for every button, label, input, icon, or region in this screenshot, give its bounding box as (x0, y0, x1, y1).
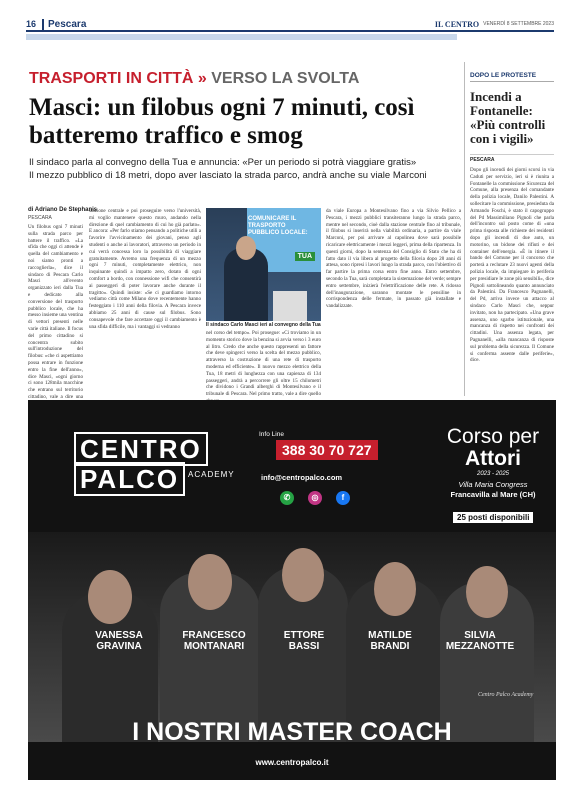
newspaper-name: IL CENTRO (434, 19, 480, 29)
column-divider (464, 62, 465, 396)
coach-name-2: FRANCESCO MONTANARI (182, 630, 246, 652)
ad-signature: Centro Palco Academy (478, 692, 534, 698)
advertisement (28, 400, 556, 780)
sidebar-body: Dopo gli incendi dei giorni scorsi in via Caduti per servizio, ieri si è riunita a Fontanelle la commissione Sicurezza del Comune, alla presenza del comandante della polizia locale, Danilo Palestini. A sollecitare la commissione, presieduta da Armando Foschi, è stato il capogruppo del Pd Massimiliano Pignoli che parla dell'incontro sul posto come di «una prima risposta alle richieste dei residenti dopo gli incendi di due auto, un motorino, un bidone dei rifiuti e dei container dell'energia. «È in itinere il bando del Comune per il concorso che porterà a reclutare 23 nuovi agenti della polizia locale, da impiegare in periferia per presidiare le zone più sensibili», dice Pignoli sottolineando quanto annunciato da Palestini. Da Francesco Pagnanelli, del Pd, arriva invece un attacco al sindaco Carlo Masci che, seppur invitato, non ha partecipato. «Una grave assenza, uno sgarbo istituzionale, una mancanza di rispetto nei confronti dei cittadini. Una assenza legata, per Pagnanelli, «alla mancanza di risposte sul problema della sicurezza. Il Comune si conferma assente dalle periferie», dice. (470, 167, 554, 364)
byline-location: PESCARA (28, 215, 52, 221)
info-line-label: Info Line (259, 431, 284, 438)
course-city: Francavilla al Mare (CH) (450, 490, 536, 499)
logo-line-1: CENTRO (74, 432, 208, 466)
photo-brand: TUA (295, 252, 315, 261)
article-column-4: da viale Europa a Montesilvano fino a via Silvio Pellico a Pescara, i mezzi pubblici transiteranno lungo la strada parco, mentre nel secondo, cioè dalla stazione centrale fino al tribunale, il filobus si inserirà nella viabilità ordinaria, a partire da viale Marconi, per poi arrivare al capolinea dove sarà possibile ricaricare elettricamente i mezzi leggeri, prima della ripartenza. In questi giorni, dopo la sentenza del Consiglio di Stato che ha di fatto dato il via libera al progetto della filovia dopo 28 anni di attesa, sono ripresi i lavori lungo la strada parco, con l'obiettivo di far partire la prima corsa entro fine anno. Entro settembre, secondo la Tua, sarà completata la sistemazione del verde; sempre entro settembre, inizierà l'elettrificazione delle rete. A ridosso dell'inaugurazione, saranno montate le pensiline in corrispondenza delle fermate, in passato già installate e vandalizzate. (326, 208, 461, 310)
course-line-1: Corso per (446, 425, 540, 448)
ad-phone: 388 30 70 727 (276, 440, 378, 460)
sidebar-location: PESCARA (470, 154, 554, 163)
article-subheadline (29, 156, 461, 182)
sidebar-title: Incendi a Fontanelle: «Più controlli con i vigili» (470, 89, 546, 146)
ad-email: info@centropalco.com (261, 473, 343, 482)
article-column-1: Un filobus ogni 7 minuti sulla strada parco per battere il traffico. «La sfida che oggi ci attende è quella del cambiamento e noi siamo pronti a raccoglierla», dice il sindaco di Pescara Carlo Masci all'evento organizzato ieri dalla Tua e dedicato alla conversione del trasporto pubblico locale, che ha messo insieme una ventina di vettori presenti nelle varie città italiane. Il focus del primo cittadino si concentra subito sull'introduzione del filobus: «che ci aspettiamo possa entrare in funzione entro la fine dell'anno», dice Masci, «ogni giorno ci sono 128mila macchine che entrano sul territorio cittadino, vale a dire una (28, 224, 83, 400)
ad-website: www.centropalco.it (255, 758, 329, 767)
subheadline-line-1: Il sindaco parla al convegno della Tua e annuncia: «Per un periodo si potrà viaggiare gratis» (29, 157, 417, 168)
subheadline-line-2: Il mezzo pubblico di 18 metri, dopo aver lasciato la strada parco, andrà anche su viale Marconi (29, 170, 427, 181)
article-column-3: nel corso del tempo». Poi prosegue: «Ci troviamo in un momento storico dove la benzina si avvia verso i 3 euro al litro. Credo che anche questo rappresenti un fattore che deve spingerci verso la scelta del mezzo pubblico, attraverso la costruzione di una rete di trasporto moderna ed efficiente». Il nuovo mezzo elettrico della Tua, 18 metri di lunghezza con una capienza di 134 passeggeri, andrà a percorrere gli oltre 15 chilometri che dividono i Grandi alberghi di Montesilvano e il tribunale di Pescara. Nel primo tratto, vale a dire quello (206, 330, 321, 398)
kicker-separator: » (197, 70, 207, 87)
master-coach-title: I NOSTRI MASTER COACH (132, 718, 452, 746)
kicker-subtopic: VERSO LA SVOLTA (211, 70, 360, 87)
photo-speaker-head (236, 236, 256, 260)
facebook-icon: f (336, 491, 350, 505)
instagram-icon: ◎ (308, 491, 322, 505)
course-block (438, 426, 548, 499)
seats-badge: 25 posti disponibili (453, 512, 533, 523)
sidebar-story (470, 72, 554, 402)
coach-name-5: SILVIA MEZZANOTTE (445, 630, 515, 652)
coach-name-4: MATILDE BRANDI (368, 630, 412, 652)
photo-screen-text: COMUNICARE IL TRASPORTO PUBBLICO LOCALE: (248, 216, 308, 236)
logo-academy: ACADEMY (188, 470, 235, 479)
sidebar-label: DOPO LE PROTESTE (470, 72, 554, 82)
section-name: Pescara (42, 19, 86, 30)
coach-face-1 (88, 570, 132, 624)
logo-line-2: PALCO (74, 462, 185, 496)
top-band (26, 34, 457, 40)
ad-logo (74, 436, 208, 492)
coach-face-5 (466, 566, 508, 618)
whatsapp-icon: ✆ (280, 491, 294, 505)
article-column-2: stazione centrale e poi proseguire verso l'università, mi voglio mantenere questo muro, andando nella direzione di quel cambiamento di cui ho già parlato». E ancora: «Per farlo stiamo pensando a politiche utili a favorire l'avvicinamento dei giovani, penso agli studenti o anche ai lavoratori, attraverso un periodo in cui verrà concessa loro la possibilità di viaggiare gratuitamente. Avremo una frequenza di un mezzo ogni 7 minuti, completamente elettrico, non inquinante quindi a impatto zero, dotato di ogni comfort a bordo, con connessione wifi che consentirà ai passeggeri di poter lavorare anche durante il tragitto». Quindi insiste: «Se ci guardiamo intorno vediamo città come Milano dove recentemente hanno festeggiato i 110 anni della filovia. A Pescara invece abbiamo 25 anni di cause sul filobus. Sono consapevole che fare accettare oggi il cambiamento è una sfida difficile, ma i vantaggi si vedranno (89, 208, 201, 330)
course-line-2: Attori (465, 447, 521, 470)
page-header (26, 18, 554, 32)
course-venue: Villa Maria Congress (458, 480, 528, 489)
issue-date: VENERDÌ 8 SETTEMBRE 2023 (483, 21, 554, 27)
course-years: 2023 - 2025 (476, 471, 510, 477)
page-number: 16 (26, 19, 37, 29)
article-headline: Masci: un filobus ogni 7 minuti, così batteremo traffico e smog (29, 94, 415, 149)
article-byline: di Adriano De Stephanis (28, 207, 98, 213)
coach-face-3 (282, 548, 324, 602)
article-photo (206, 208, 321, 321)
kicker-topic: TRASPORTI IN CITTÀ (29, 70, 194, 87)
photo-podium (273, 291, 307, 321)
coach-face-4 (374, 562, 416, 616)
coach-name-1: VANESSA GRAVINA (95, 630, 143, 652)
coach-name-3: ETTORE BASSI (283, 630, 325, 652)
photo-caption: Il sindaco Carlo Masci ieri al convegno della Tua (206, 322, 321, 328)
article-kicker (29, 70, 359, 88)
coach-face-2 (188, 554, 232, 610)
